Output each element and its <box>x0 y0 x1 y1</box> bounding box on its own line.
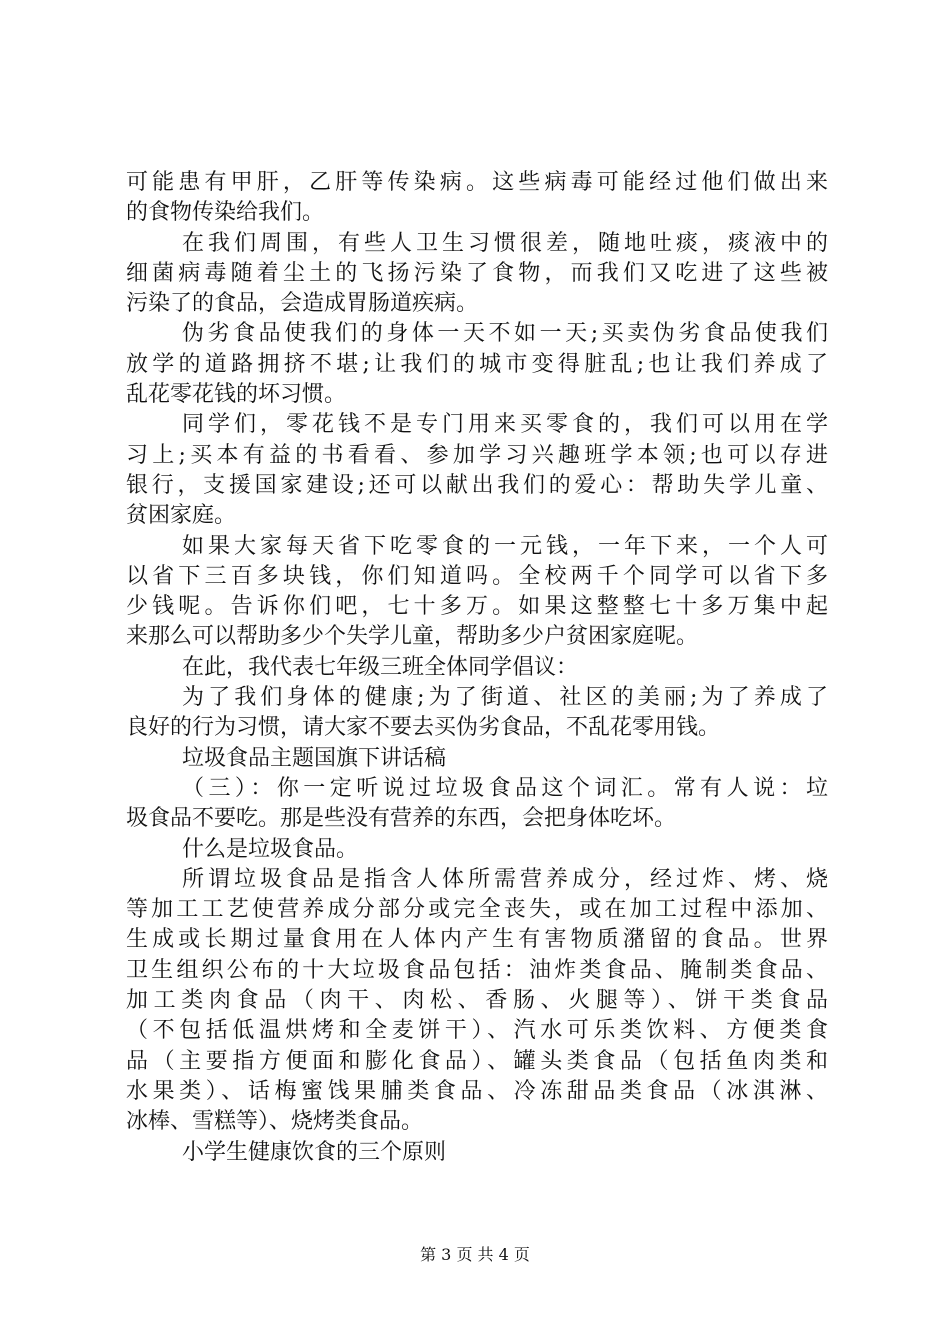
text-line: 细菌病毒随着尘土的飞扬污染了食物，而我们又吃进了这些被 <box>126 260 828 286</box>
text-line: 圾食品不要吃。那是些没有营养的东西，会把身体吃坏。 <box>126 806 677 832</box>
text-line: 生成或长期过量食用在人体内产生有害物质潴留的食品。世界 <box>126 927 828 953</box>
text-line: 习上;买本有益的书看看、参加学习兴趣班学本领;也可以存进 <box>126 442 828 468</box>
text-line: （不包括低温烘烤和全麦饼干）、汽水可乐类饮料、方便类食 <box>126 1018 828 1044</box>
text-line: 在此，我代表七年级三班全体同学倡议： <box>182 654 579 680</box>
text-line: 如果大家每天省下吃零食的一元钱，一年下来，一个人可 <box>182 533 828 559</box>
text-line: 的食物传染给我们。 <box>126 200 325 226</box>
text-line: 污染了的食品，会造成胃肠道疾病。 <box>126 291 479 317</box>
text-line: 以省下三百多块钱，你们知道吗。全校两千个同学可以省下多 <box>126 563 828 589</box>
text-line: 为了我们身体的健康;为了街道、社区的美丽;为了养成了 <box>182 685 828 711</box>
page-footer: 第 3 页 共 4 页 <box>420 1245 530 1264</box>
document-body <box>126 168 828 1168</box>
text-line: 少钱呢。告诉你们吧，七十多万。如果这整整七十多万集中起 <box>126 594 828 620</box>
text-line: 加工类肉食品（肉干、肉松、香肠、火腿等）、饼干类食品 <box>126 988 828 1014</box>
text-line: 等加工工艺使营养成分部分或完全丧失，或在加工过程中添加、 <box>126 897 828 923</box>
text-line: 品（主要指方便面和膨化食品）、罐头类食品（包括鱼肉类和 <box>126 1048 828 1074</box>
text-line: 银行，支援国家建设;还可以献出我们的爱心：帮助失学儿童、 <box>126 472 828 498</box>
text-line: 卫生组织公布的十大垃圾食品包括：油炸类食品、腌制类食品、 <box>126 957 828 983</box>
text-line: 冰棒、雪糕等）、烧烤类食品。 <box>126 1109 424 1135</box>
text-line: 所谓垃圾食品是指含人体所需营养成分，经过炸、烤、烧 <box>182 866 828 892</box>
text-line: 在我们周围，有些人卫生习惯很差，随地吐痰，痰液中的 <box>182 230 828 256</box>
text-line: 小学生健康饮食的三个原则 <box>182 1139 447 1165</box>
text-line: （三）：你一定听说过垃圾食品这个词汇。常有人说：垃 <box>182 775 828 801</box>
text-line: 放学的道路拥挤不堪;让我们的城市变得脏乱;也让我们养成了 <box>126 351 828 377</box>
text-line: 同学们，零花钱不是专门用来买零食的，我们可以用在学 <box>182 412 828 438</box>
text-line: 可能患有甲肝，乙肝等传染病。这些病毒可能经过他们做出来 <box>126 170 828 195</box>
text-line: 水果类）、话梅蜜饯果脯类食品、冷冻甜品类食品（冰淇淋、 <box>126 1078 828 1104</box>
text-line: 垃圾食品主题国旗下讲话稿 <box>182 745 447 771</box>
text-line: 乱花零花钱的坏习惯。 <box>126 382 347 408</box>
text-line: 什么是垃圾食品。 <box>182 836 359 862</box>
text-line: 来那么可以帮助多少个失学儿童，帮助多少户贫困家庭呢。 <box>126 624 699 650</box>
text-line: 良好的行为习惯，请大家不要去买伪劣食品，不乱花零用钱。 <box>126 715 721 741</box>
text-line: 伪劣食品使我们的身体一天不如一天;买卖伪劣食品使我们 <box>182 321 828 347</box>
text-line: 贫困家庭。 <box>126 503 237 529</box>
